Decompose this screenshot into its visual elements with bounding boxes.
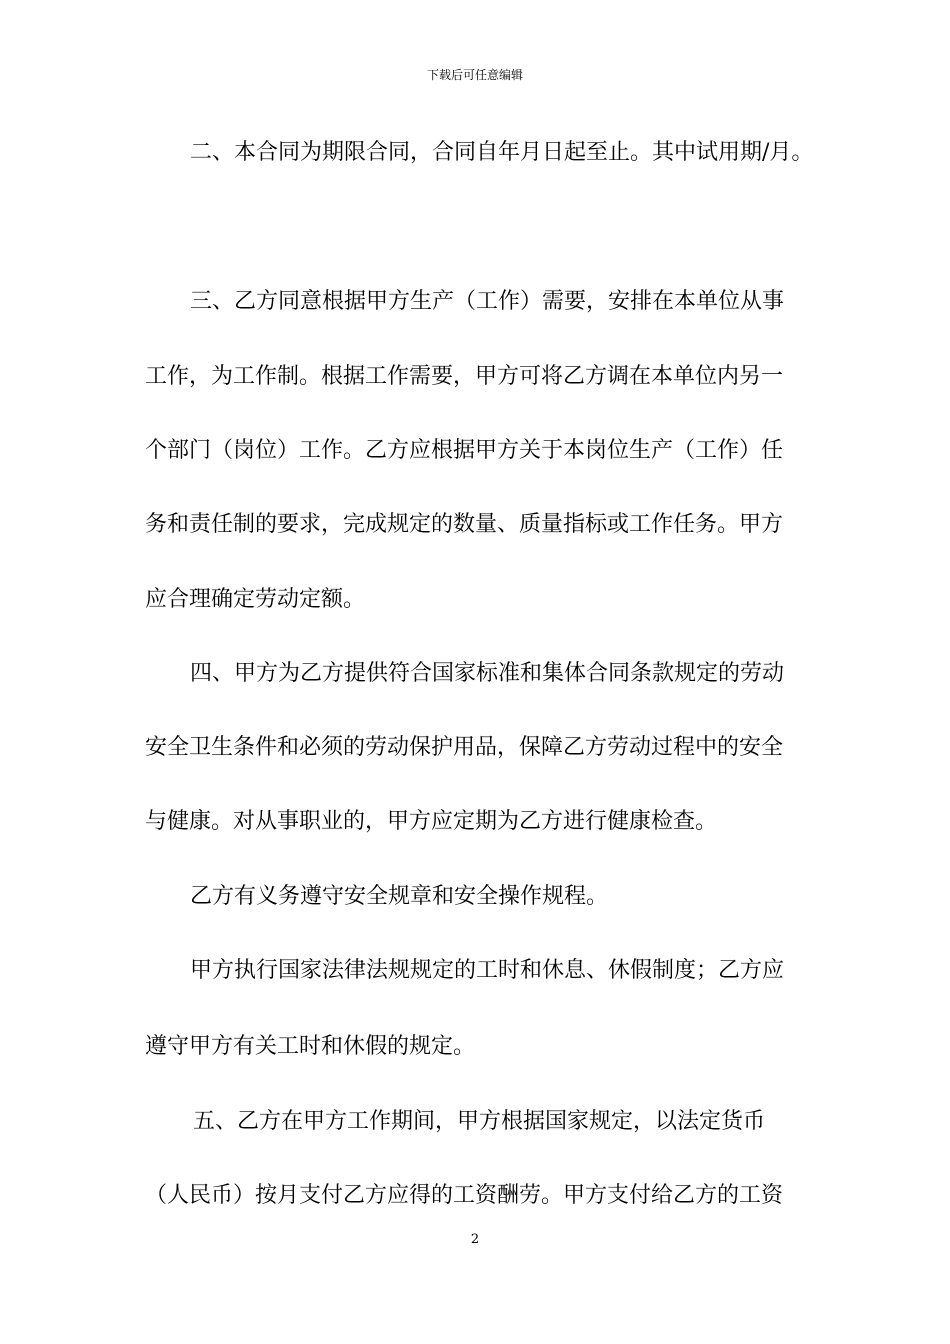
clause-5-line-2: （人民币）按月支付乙方应得的工资酬劳。甲方支付给乙方的工资 — [145, 1183, 784, 1208]
clause-3-line-3: 个部门（岗位）工作。乙方应根据甲方关于本岗位生产（工作）任 — [145, 438, 784, 463]
clause-4-paragraph-3-line-2: 遵守甲方有关工时和休假的规定。 — [145, 1034, 476, 1059]
page-number: 2 — [470, 1232, 480, 1247]
clause-4-line-1: 四、甲方为乙方提供符合国家标准和集体合同条款规定的劳动 — [190, 661, 785, 686]
clause-4-line-2: 安全卫生条件和必须的劳动保护用品，保障乙方劳动过程中的安全 — [145, 735, 784, 760]
clause-3-line-2: 工作，为工作制。根据工作需要，甲方可将乙方调在本单位内另一 — [145, 364, 784, 389]
page-header: 下载后可任意编辑 — [426, 68, 523, 82]
clause-3-line-1: 三、乙方同意根据甲方生产（工作）需要，安排在本单位从事 — [190, 289, 785, 314]
clause-4-paragraph-2: 乙方有义务遵守安全规章和安全操作规程。 — [190, 884, 609, 909]
clause-4-paragraph-3-line-1: 甲方执行国家法律法规规定的工时和休息、休假制度；乙方应 — [190, 958, 785, 983]
clause-4-line-3: 与健康。对从事职业的，甲方应定期为乙方进行健康检查。 — [145, 809, 718, 834]
clause-5-line-1: 五、乙方在甲方工作期间，甲方根据国家规定，以法定货币 — [193, 1109, 766, 1134]
clause-3-line-4: 务和责任制的要求，完成规定的数量、质量指标或工作任务。甲方 — [145, 512, 784, 537]
clause-3-line-5: 应合理确定劳动定额。 — [145, 587, 366, 612]
clause-2-line-1: 二、本合同为期限合同，合同自年月日起至止。其中试用期/月。 — [190, 140, 814, 165]
